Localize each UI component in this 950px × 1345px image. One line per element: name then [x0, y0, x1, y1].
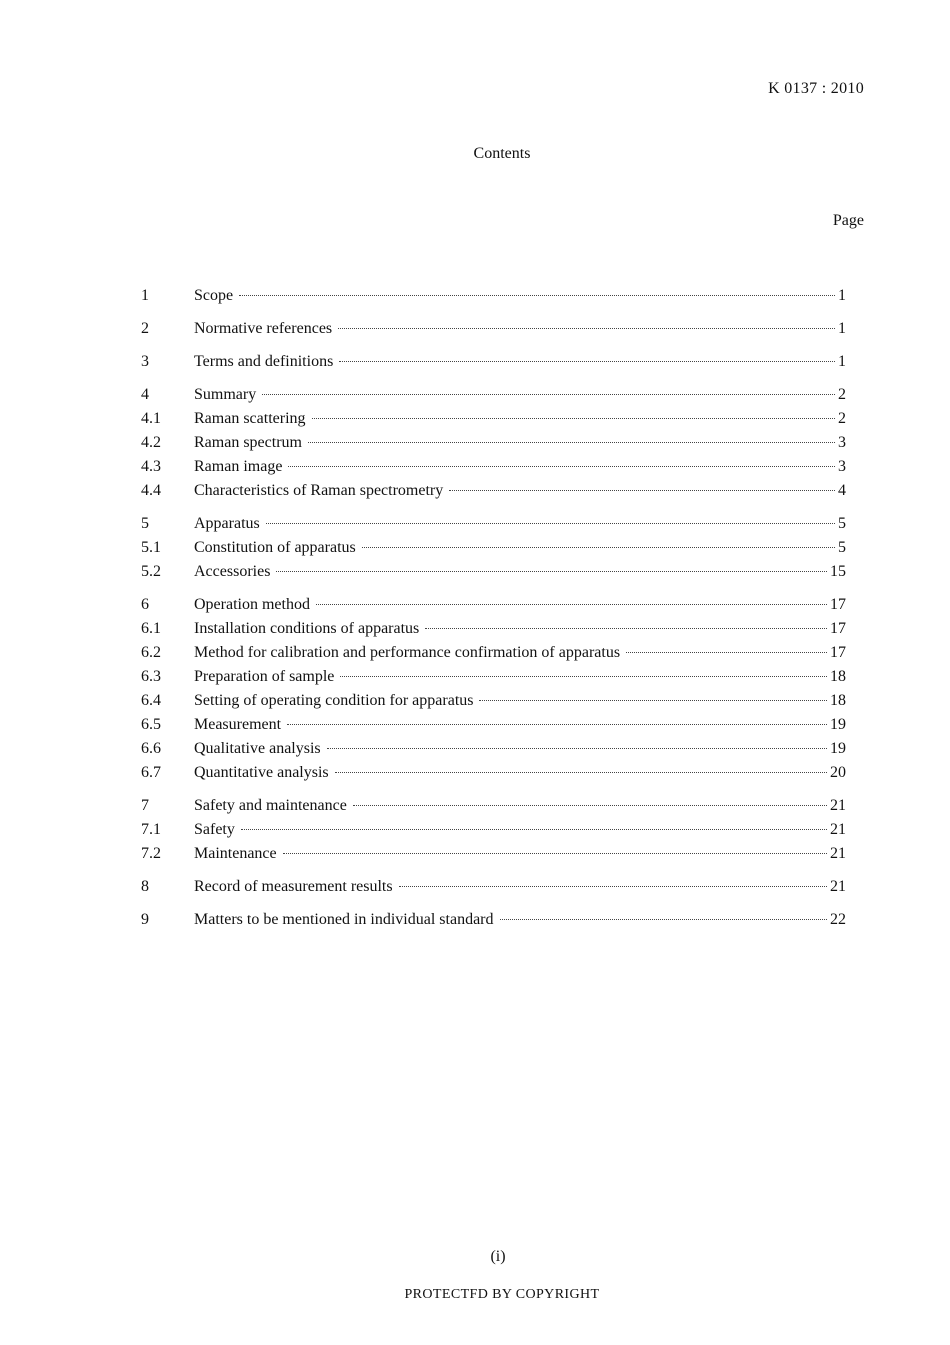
toc-entry-label: Qualitative analysis — [194, 740, 321, 757]
toc-entry[interactable] — [141, 284, 846, 308]
toc-entry-page: 19 — [830, 716, 846, 733]
toc-entry-page: 21 — [830, 845, 846, 862]
toc-entry-number: 3 — [141, 353, 149, 370]
toc-entry-number: 4.1 — [141, 410, 161, 427]
toc-entry[interactable] — [141, 512, 846, 536]
toc-entry-label: Summary — [194, 386, 257, 403]
toc-entry-label: Record of measurement results — [194, 878, 393, 895]
toc-entry-label: Safety and maintenance — [194, 797, 347, 814]
toc-dot-leader — [239, 295, 835, 296]
toc-entry-page: 1 — [838, 320, 846, 337]
toc-entry[interactable] — [141, 431, 846, 455]
toc-dot-leader — [316, 604, 827, 605]
toc-entry-label: Accessories — [194, 563, 271, 580]
toc-entry-page: 2 — [838, 410, 846, 427]
toc-entry[interactable] — [141, 689, 846, 713]
toc-entry[interactable] — [141, 455, 846, 479]
toc-entry[interactable] — [141, 536, 846, 560]
toc-entry-number: 1 — [141, 287, 149, 304]
toc-dot-leader — [288, 466, 835, 467]
toc-section-group — [141, 284, 846, 308]
toc-entry-number: 7 — [141, 797, 149, 814]
toc-entry-number: 8 — [141, 878, 149, 895]
copyright-notice: PROTECTFD BY COPYRIGHT — [404, 1287, 600, 1302]
toc-dot-leader — [338, 328, 835, 329]
toc-section-group — [141, 512, 846, 584]
toc-entry-page: 20 — [830, 764, 846, 781]
toc-dot-leader — [449, 490, 835, 491]
toc-entry-page: 1 — [838, 287, 846, 304]
toc-entry-number: 6 — [141, 596, 149, 613]
toc-section-group — [141, 317, 846, 341]
toc-section-group — [141, 875, 846, 899]
toc-entry[interactable] — [141, 383, 846, 407]
toc-entry-page: 3 — [838, 458, 846, 475]
toc-entry[interactable] — [141, 794, 846, 818]
toc-entry-label: Apparatus — [194, 515, 260, 532]
toc-section-group — [141, 908, 846, 932]
toc-entry[interactable] — [141, 665, 846, 689]
table-of-contents — [141, 284, 846, 941]
page-title: Contents — [473, 145, 531, 162]
toc-entry-number: 6.4 — [141, 692, 161, 709]
toc-entry-number: 7.1 — [141, 821, 161, 838]
toc-entry-page: 18 — [830, 692, 846, 709]
toc-entry-label: Safety — [194, 821, 235, 838]
toc-section-group — [141, 794, 846, 866]
toc-entry[interactable] — [141, 407, 846, 431]
toc-entry[interactable] — [141, 713, 846, 737]
toc-entry-label: Scope — [194, 287, 234, 304]
toc-entry[interactable] — [141, 560, 846, 584]
toc-entry-label: Operation method — [194, 596, 310, 613]
toc-entry-number: 6.7 — [141, 764, 161, 781]
toc-entry-label: Normative references — [194, 320, 333, 337]
toc-entry-number: 6.1 — [141, 620, 161, 637]
toc-entry-label: Method for calibration and performance confirmation of apparatus — [194, 644, 621, 661]
toc-entry-label: Maintenance — [194, 845, 277, 862]
toc-entry-page: 1 — [838, 353, 846, 370]
toc-entry[interactable] — [141, 875, 846, 899]
toc-entry-label: Raman spectrum — [194, 434, 302, 451]
toc-entry-page: 3 — [838, 434, 846, 451]
toc-dot-leader — [425, 628, 827, 629]
toc-entry-page: 18 — [830, 668, 846, 685]
toc-entry-label: Installation conditions of apparatus — [194, 620, 420, 637]
toc-entry-label: Raman scattering — [194, 410, 306, 427]
toc-entry-page: 21 — [830, 878, 846, 895]
toc-entry-number: 6.3 — [141, 668, 161, 685]
toc-entry-page: 2 — [838, 386, 846, 403]
toc-entry-label: Raman image — [194, 458, 283, 475]
toc-section-group — [141, 350, 846, 374]
toc-entry-page: 21 — [830, 797, 846, 814]
toc-entry-number: 7.2 — [141, 845, 161, 862]
toc-dot-leader — [262, 394, 835, 395]
toc-entry[interactable] — [141, 842, 846, 866]
toc-entry-number: 5 — [141, 515, 149, 532]
toc-entry-number: 5.2 — [141, 563, 161, 580]
toc-dot-leader — [241, 829, 827, 830]
toc-entry-page: 5 — [838, 515, 846, 532]
toc-dot-leader — [353, 805, 827, 806]
toc-entry-label: Matters to be mentioned in individual standard — [194, 911, 494, 928]
toc-entry[interactable] — [141, 818, 846, 842]
toc-dot-leader — [626, 652, 827, 653]
toc-entry-page: 17 — [830, 644, 846, 661]
toc-dot-leader — [312, 418, 835, 419]
page-column-heading: Page — [832, 212, 864, 229]
toc-entry-label: Terms and definitions — [194, 353, 334, 370]
toc-entry-number: 5.1 — [141, 539, 161, 556]
toc-entry-number: 9 — [141, 911, 149, 928]
document-number: K 0137 : 2010 — [768, 80, 864, 97]
toc-entry-page: 15 — [830, 563, 846, 580]
toc-entry-number: 6.2 — [141, 644, 161, 661]
toc-entry-number: 4.3 — [141, 458, 161, 475]
toc-entry[interactable] — [141, 350, 846, 374]
toc-dot-leader — [327, 748, 827, 749]
toc-entry-label: Setting of operating condition for apparatus — [194, 692, 474, 709]
toc-entry-label: Characteristics of Raman spectrometry — [194, 482, 444, 499]
toc-dot-leader — [399, 886, 827, 887]
toc-entry-page: 22 — [830, 911, 846, 928]
toc-dot-leader — [308, 442, 835, 443]
toc-entry-page: 17 — [830, 596, 846, 613]
toc-entry-page: 19 — [830, 740, 846, 757]
toc-entry-page: 17 — [830, 620, 846, 637]
toc-dot-leader — [287, 724, 827, 725]
toc-entry[interactable] — [141, 908, 846, 932]
toc-entry-number: 4.2 — [141, 434, 161, 451]
toc-dot-leader — [500, 919, 828, 920]
toc-entry-label: Preparation of sample — [194, 668, 335, 685]
toc-entry[interactable] — [141, 317, 846, 341]
toc-entry-page: 5 — [838, 539, 846, 556]
toc-entry-number: 4.4 — [141, 482, 161, 499]
toc-dot-leader — [339, 361, 835, 362]
toc-section-group — [141, 383, 846, 503]
toc-entry-number: 2 — [141, 320, 149, 337]
toc-entry-number: 6.6 — [141, 740, 161, 757]
toc-dot-leader — [276, 571, 827, 572]
toc-entry-label: Constitution of apparatus — [194, 539, 356, 556]
page-folio: (i) — [490, 1248, 506, 1265]
toc-dot-leader — [283, 853, 827, 854]
toc-dot-leader — [335, 772, 827, 773]
toc-entry[interactable] — [141, 641, 846, 665]
toc-section-group — [141, 593, 846, 785]
toc-entry[interactable] — [141, 593, 846, 617]
toc-entry[interactable] — [141, 761, 846, 785]
toc-entry-number: 6.5 — [141, 716, 161, 733]
toc-entry-page: 21 — [830, 821, 846, 838]
toc-entry-label: Quantitative analysis — [194, 764, 329, 781]
toc-dot-leader — [479, 700, 827, 701]
toc-entry-number: 4 — [141, 386, 149, 403]
toc-entry-label: Measurement — [194, 716, 282, 733]
toc-entry-page: 4 — [838, 482, 846, 499]
toc-dot-leader — [266, 523, 835, 524]
toc-entry[interactable] — [141, 617, 846, 641]
toc-dot-leader — [362, 547, 835, 548]
toc-entry[interactable] — [141, 479, 846, 503]
toc-entry[interactable] — [141, 737, 846, 761]
toc-dot-leader — [340, 676, 827, 677]
